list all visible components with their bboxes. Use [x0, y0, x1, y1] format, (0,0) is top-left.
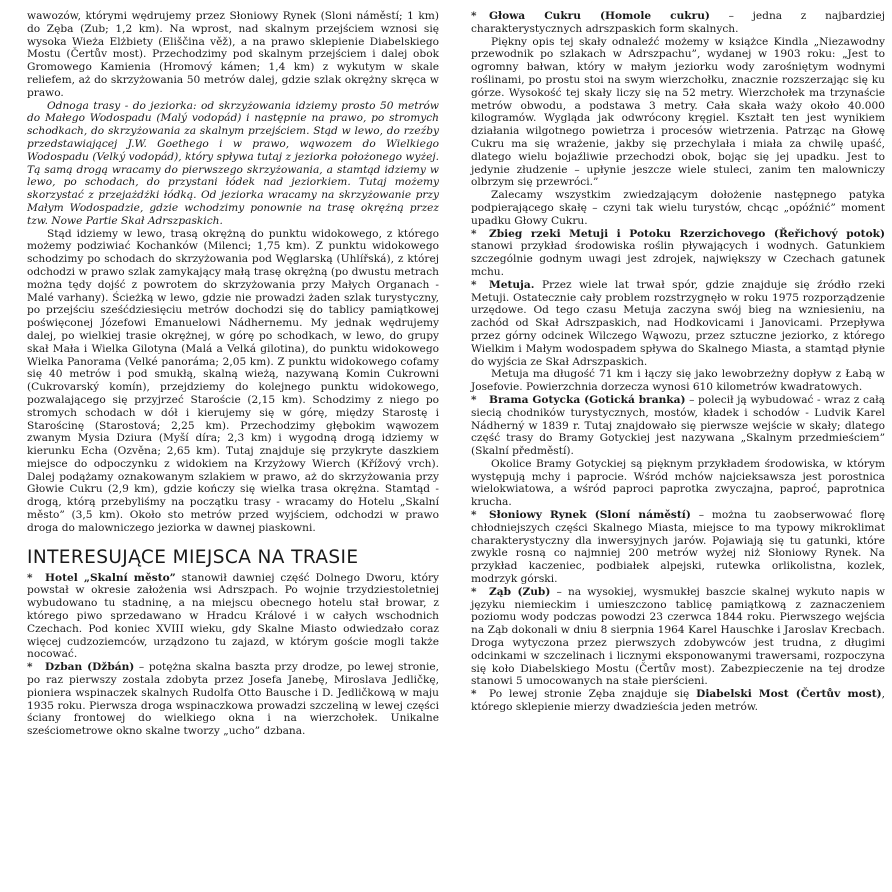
section-title: INTERESUJĄCE MIEJSCA NA TRASIE	[27, 546, 359, 568]
entry-glowa-name: Głowa Cukru (Homole cukru)	[489, 10, 710, 22]
entry-zab-text: – na wysokiej, wysmukłej baszcie skalnej wykuto napis w języku niemieckim i umieszczono tablicę pamiątkową z zaznaczeniem poziomu wody podczas powodzi 23 czerwca 1844 roku. Pierwszego wejścia na Ząb dokonali w dniu 8 sierpnia 1964 Karel Hauschke i Jaroslav Krecbach. Droga wytyczona przez pierwszych zdobywców jest trudna, z długimi odcinkami w szczelinach i licznymi eksponowanymi trawersami, rozpoczyna się koło Diabelskiego Mostu (Čertův most). Zabezpieczenie na tej drodze stanowi 5 umocowanych na stałe pierścieni.	[471, 585, 885, 688]
entry-dzban	[27, 661, 439, 738]
entry-most-pre: Po lewej stronie Zęba znajduje się	[489, 688, 697, 701]
entry-brama-text: – polecił ją wybudować - wraz z całą siecią chodników turystycznych, mostów, kładek i schodów - Ludvik Karel Nádherný w 1839 r. Tutaj znajdowało się pierwsze wejście w skały; dlatego część trasy do Bramy Gotyckiej jest nazywana „Skalnym przedmieściem” (Skalní předměstí).	[471, 393, 886, 458]
entry-metuja-length: Metuja ma długość 71 km i łączy się jako lewobrzeżny dopływ z Łabą w Josefovie. Powierzchnia dorzecza wynosi 610 kilometrów kwadratowych.	[471, 368, 885, 394]
entry-metuja-text: Przez wiele lat trwał spór, gdzie znajduje się źródło rzeki Metuji. Ostatecznie cały problem rozstrzygnęło w roku 1975 rozporządzenie urzędowe. Od tego czasu Metuja zaczyna swój bieg na wzniesieniu, na zachód od Skał Adrszpaskich, nad Hodkovicami i Janovicami. Przepływa przez górny odcinek Wilczego Wąwozu, przez sztuczne jeziorko, z którego Wielkim i Małym wodospadem spływa do Skalnego Miasta, a stamtąd płynie do wyjścia ze Skał Adrszpaskich.	[471, 278, 885, 368]
entry-most-text: , którego sklepienie mierzy dwadzieścia jeden metrów.	[471, 688, 885, 714]
entry-brama	[471, 394, 885, 458]
route-paragraph-1: wawozów, którymi wędrujemy przez Słoniowy Rynek (Sloni náměstí; 1 km) do Zęba (Zub; 1,2 km). Na wprost, nad skalnym przejściem wznosi się wysoka Wieża Elżbiety (Eliščina věž), a na prawo sklepienie Diabelskiego Mostu (Čertův most). Przechodzimy pod skalnym przejściem i dalej obok Gromowego Kamienia (Hromový kámen; 1,4 km) z wykutym w skale reliefem, aż do skrzyżowania 50 metrów dalej, gdzie szlak okrężny skręca w prawo.	[27, 10, 439, 99]
entry-brama-flora: Okolice Bramy Gotyckiej są pięknym przykładem środowiska, w którym występują mchy i paprocie. Wśród mchów najcieksawsza jest porostnica wielokwiatowa, a wśród paproci paprotka zwyczajna, paproć, paprotnica krucha.	[471, 457, 885, 509]
entry-hotel	[27, 572, 439, 662]
entry-hotel-text: stanowił dawniej część Dolnego Dworu, który powstał w okresie założenia wsi Adrszpach. Po wojnie trzydziestoletniej wybudowano tu stadninę, a na miejscu obecnego hotelu stał browar, z którego piwo sprzedawano w Hradcu Králové i w całych wschodnich Czechach. Pod koniec XVIII wieku, gdy Skalne Miasto odwiedzało coraz więcej cudzoziemców, urządzono tu zajazd, w którym goście mogli także nocować.	[27, 571, 439, 661]
entry-hotel-name: Hotel „Skalní město”	[45, 571, 176, 584]
entry-glowa-text: – jedna z najbardziej charakterystycznych adrszpaskich form skalnych.	[471, 10, 885, 35]
entry-most-name: Diabelski Most (Čertův most)	[696, 688, 882, 701]
entry-rynek	[471, 509, 885, 586]
entry-dzban-name: Dzban (Džbán)	[45, 661, 135, 674]
entry-zab	[471, 586, 885, 688]
entry-rynek-text: – można tu zaobserwować florę chłodniejszych części Skalnego Miasta, miejsce to ma typowy mikroklimat charakterystyczny dla inwersyjnych jarów. Pojawiają się tu gatunki, które zwykle rosną co najmniej 200 metrów wyżej niż Słoniowy Rynek. Na przykład kaczeniec, podbiałek alpejski, rutewka orlikolistna, kozlek, modrzyk górski.	[471, 509, 885, 586]
entry-brama-name: Brama Gotycka (Gotická branka)	[489, 393, 686, 406]
entry-dzban-text: – potężna skalna baszta przy drodze, po lewej stronie, po raz pierwszy zostala zdobyta przez Josefa Janebę, Miroslava Jedličkę, pioniera wspinaczek skalnych Rudolfa Otto Bausche i D. Jedličkową w maju 1935 roku. Pierwsza droga wspinaczkowa prowadzi szczeliną w lewej części ściany frontowej do wielkiego okna i na wierzchołek. Unikalne sześciometrowe okno skalne tworzy „ucho” dzbana.	[27, 661, 439, 738]
entry-glowa-note: Zalecamy wszystkim zwiedzającym dołożenie następnego patyka podpierającego skałę – czyni tak wielu turystów, chcąc „opóźnić” moment upadku Głowy Cukru.	[471, 189, 885, 227]
route-detour-paragraph: Odnoga trasy - do jeziorka: od skrzyżowania idziemy prosto 50 metrów do Małego Wodospadu (Malý vodopád) i następnie na prawo, po stromych schodkach, do skrzyżowania za skalnym przejściem. Stąd w lewo, do rzeźby przedstawiającej J.W. Goethego i w prawo, wąwozem do Wielkiego Wodospadu (Velký vodopád), który spływa tutaj z jeziorka położonego wyżej. Tą samą drogą wracamy do pierwszego skrzyżowania, a stamtąd idziemy w lewo, po schodach, do przystani łódek nad jeziorkiem. Tutaj możemy skorzystać z przejażdżki łódką. Od jeziorka wracamy na skrzyżowanie przy Małym Wodospadzie, gdzie wchodzimy ponownie na trasę okrężną przez tzw. Nowe Partie Skał Adrszpaskich.	[27, 99, 439, 227]
entry-metuja-name: Metuja.	[489, 278, 535, 291]
entry-zab-name: Ząb (Zub)	[489, 585, 551, 598]
entry-zbieg-text: stanowi przykład środowiska roślin pływających i wodnych. Gatunkiem szczególnie godnym uwagi jest zdrojek, największy w Czechach gatunek mchu.	[471, 240, 885, 278]
entry-zbieg	[471, 228, 885, 279]
route-paragraph-3: Stąd idziemy w lewo, trasą okrężną do punktu widokowego, z którego możemy podziwiać Kochanków (Milenci; 1,75 km). Z punktu widokowego schodzimy po schodach do skrzyżowania pod Węglarską (Uhlířská), z której odchodzi w prawo szlak zamykający małą trasę okrężną (po dwustu metrach można tędy dojść z powrotem do skrzyżowania przy Małych Organach - Malé varhany). Ścieżką w lewo, gdzie nie prowadzi żaden szlak turystyczny, po przejściu sześćdziesięciu metrów dochodzi się do tablicy pamiątkowej poświęconej Józefowi Emanuelowi Nádhernemu. My jednak wędrujemy dalej, po wielkiej trasie okrężnej, w górę po schodkach, w lewo, do grupy skał Mała i Wielka Gilotyna (Malá a Velká gilotina), do punktu widokowego Wielka Panorama (Velké panoráma; 2,05 km). Z punktu widokowego cofamy się 40 metrów i pod smukłą, skalną wieżą, nazywaną Komin Cukrowni (Cukrovarský komín), przejdziemy do kolejnego punktu widokowego, pozwalającego się przyjrzeć Staroście (2,15 km). Schodzimy z niego po stromych schodach w dół i kierujemy się w górę, między Starostę i Starościnę (Starostová; 2,25 km). Przechodzimy głębokim wąwozem zwanym Mysia Dziura (Myší díra; 2,3 km) i wygodną drogą idziemy w kierunku Echa (Ozvěna; 2,65 km). Tutaj znajduje się przykryte daszkiem miejsce do odpoczynku z widokiem na Krzyżowy Wierch (Křížový vrch). Dalej podążamy oznakowanym szlakiem w prawo, aż do skrzyżowania przy Głowie Cukru (2,9 km), gdzie kończy się wielka trasa okrężna. Stamtąd - drogą, którą przebyliśmy na początku trasy - wracamy do Hotelu „Skalní město” (3,5 km). Około sto metrów przed wyjściem, odchodzi w prawo droga do malowniczego jeziorka w dawnej piaskowni.	[27, 227, 439, 534]
entry-glowa-quote: Piękny opis tej skały odnaleźć możemy w książce Kindla „Niezawodny przewodnik po szlakach w Adrszpachu”, wydanej w 1903 roku: „Jest to ogromny bałwan, który w małym jeziorku wody zarośniętym wodnymi roślinami, po prostu stoi na swym wierzchołku, znacznie rozszerzając się ku górze. Wysokość tej skały liczy się na 52 metry. Wierzchołek ma trzynaście metrów obwodu, a podstawa 3 metry. Cała skała waży około 40.000 kilogramów. Wygląda jak odwrócony kręgiel. Kształt ten jest wynikiem działania wilgotnego powietrza i procesów wietrzenia. Patrząc na Głowę Cukru ma się wrażenie, jakby się przechylała i miała za chwilę upaść, dlatego wielu bojaźliwie przechodzi obok, bojąc się jej upadku. Jest to jedynie złudzenie – upłynie jeszcze wiele stuleci, zanim ten malowniczy olbrzym się przewróci.”	[471, 35, 885, 189]
entry-zbieg-name: Zbieg rzeki Metuji i Potoku Rzerzichovego (Řeřichový potok)	[489, 227, 885, 240]
right-column	[471, 10, 885, 714]
entry-diabelski-most	[471, 688, 885, 714]
entry-glowa-cukru	[471, 10, 885, 36]
entry-rynek-name: Słoniowy Rynek (Sloní náměstí)	[489, 509, 691, 522]
entry-metuja	[471, 279, 885, 369]
left-column	[27, 10, 439, 738]
